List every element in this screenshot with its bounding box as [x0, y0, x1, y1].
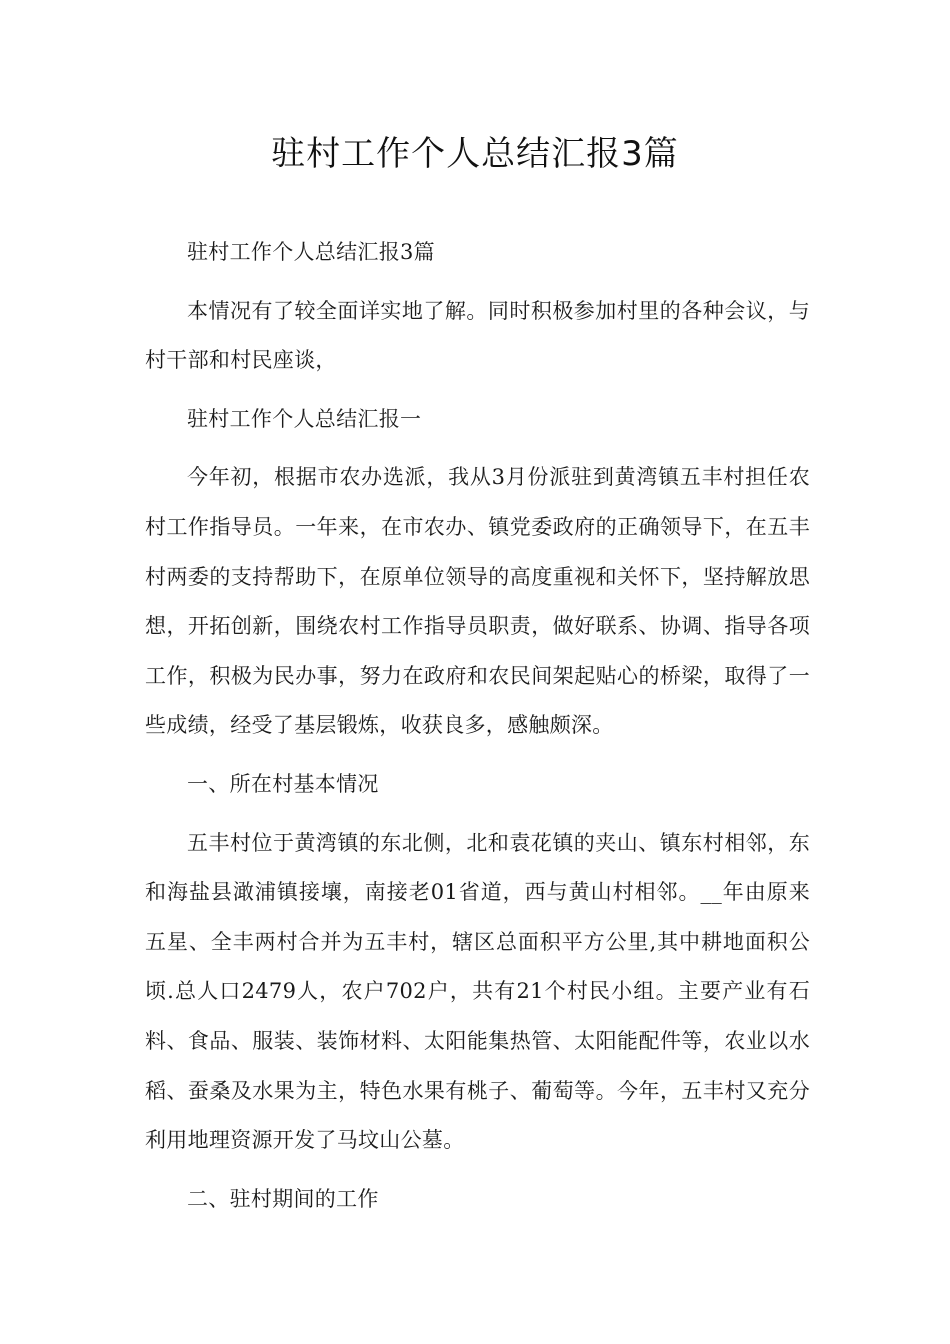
paragraph-village-info: 五丰村位于黄湾镇的东北侧，北和袁花镇的夹山、镇东村相邻，东和海盐县澉浦镇接壤，南接老01省道，西与黄山村相邻。__年由原来五星、全丰两村合并为五丰村，辖区总面积平方公里,其中耕地面积公顷.总人口2479人，农户702户，共有21个村民小组。主要产业有石料、食品、服装、装饰材料、太阳能集热管、太阳能配件等，农业以水稻、蚕桑及水果为主，特色水果有桃子、葡萄等。今年，五丰村又充分利用地理资源开发了马坟山公墓。: [145, 830, 810, 1153]
section-heading-village-info: 一、所在村基本情况: [187, 771, 379, 796]
document-title: 驻村工作个人总结汇报3篇: [271, 134, 679, 174]
paragraph-intro: 本情况有了较全面详实地了解。同时积极参加村里的各种会议，与村干部和村民座谈，: [145, 298, 810, 373]
paragraph-subtitle: 驻村工作个人总结汇报3篇: [187, 240, 435, 264]
section-heading-work: 二、驻村期间的工作: [187, 1186, 379, 1211]
section-heading-report-one: 驻村工作个人总结汇报一: [187, 406, 422, 431]
document-body: [145, 228, 810, 1233]
paragraph-overview: 今年初，根据市农办选派，我从3月份派驻到黄湾镇五丰村担任农村工作指导员。一年来，在市农办、镇党委政府的正确领导下，在五丰村两委的支持帮助下，在原单位领导的高度重视和关怀下，坚持解放思想，开拓创新，围绕农村工作指导员职责，做好联系、协调、指导各项工作，积极为民办事，努力在政府和农民间架起贴心的桥梁，取得了一些成绩，经受了基层锻炼，收获良多，感触颇深。: [145, 465, 810, 738]
